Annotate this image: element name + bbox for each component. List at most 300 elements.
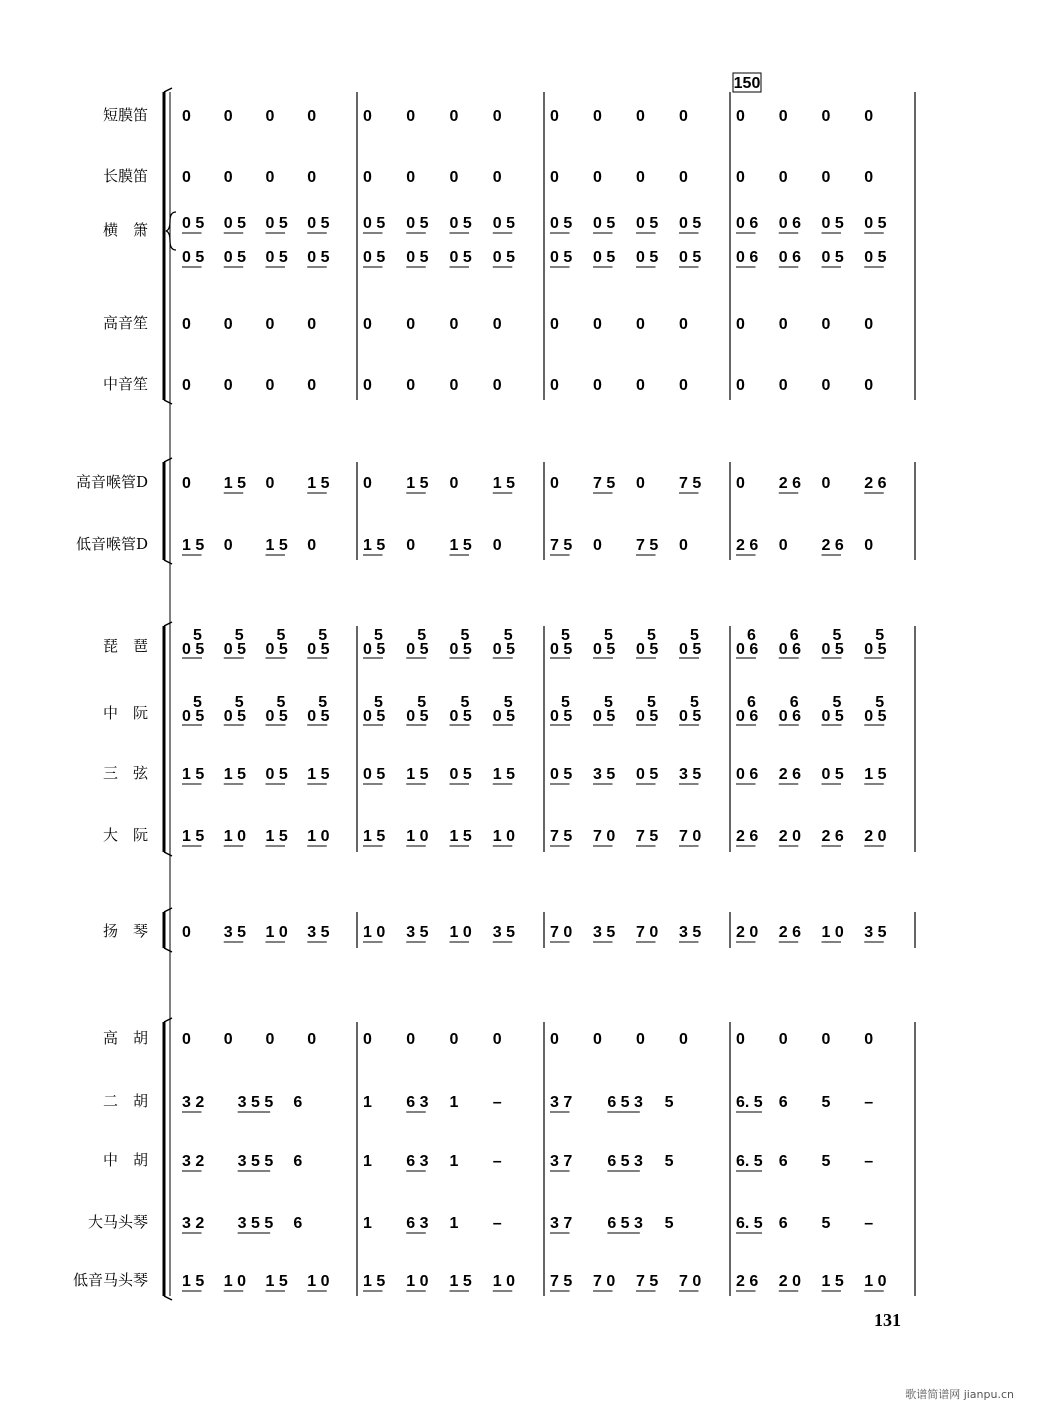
lower-voice-beat: 0 5 [492, 249, 515, 266]
part-label: 琵 琶 [102, 637, 148, 655]
voice-beat: 7 5 [679, 475, 702, 492]
chord-top-note: 5 [417, 627, 427, 644]
chord-top-note: 5 [374, 627, 383, 644]
voice-beat: 2 6 [778, 475, 801, 492]
voice-beat: 0 [864, 1031, 874, 1048]
voice-beat: 1 5 [182, 1273, 205, 1290]
voice-beat: 3 5 [492, 924, 515, 941]
voice-beat: 0 5 [593, 708, 616, 725]
voice-beat: 0 [307, 1031, 317, 1048]
voice-beat: 3 5 [307, 924, 330, 941]
voice-beat: 0 5 [363, 766, 386, 783]
voice-beat: 1 0 [223, 1273, 246, 1290]
voice-beat: 1 [363, 1094, 372, 1111]
voice-beat: 7 0 [679, 1273, 702, 1290]
voice-beat: 0 6 [736, 766, 759, 783]
voice-beat: 0 [265, 377, 275, 394]
voice-beat: 0 [736, 1031, 745, 1048]
part-label: 大 阮 [102, 826, 148, 844]
voice-beat: 0 [679, 169, 688, 186]
voice-beat: 5 [664, 1215, 674, 1232]
part-label: 高音喉管D [75, 473, 148, 491]
voice-beat: 0 [550, 377, 559, 394]
upper-voice-beat: 0 5 [679, 215, 702, 232]
upper-voice-beat: 0 6 [736, 215, 759, 232]
voice-beat: 0 5 [449, 641, 472, 658]
voice-beat: 0 [636, 475, 645, 492]
lower-voice-beat: 0 5 [182, 249, 205, 266]
voice-beat: 0 5 [550, 766, 573, 783]
chord-top-note: 5 [234, 694, 244, 711]
voice-beat: 3 5 5 [237, 1153, 274, 1170]
part-label: 长膜笛 [102, 167, 148, 185]
voice-beat: 2 6 [736, 828, 759, 845]
voice-beat: 0 6 [736, 708, 759, 725]
voice-beat: 5 [664, 1094, 674, 1111]
voice-beat: 0 [864, 169, 874, 186]
voice-beat: 0 [182, 377, 191, 394]
voice-beat: 0 5 [821, 641, 844, 658]
voice-beat: 0 [307, 377, 317, 394]
voice-beat: 3 2 [182, 1153, 205, 1170]
voice-beat: 7 0 [593, 828, 616, 845]
voice-beat: 0 [223, 377, 233, 394]
voice-beat: 1 [449, 1153, 459, 1170]
voice-beat: 1 0 [449, 924, 472, 941]
voice-beat: 7 0 [636, 924, 659, 941]
part-label: 中音笙 [102, 375, 148, 393]
voice-beat: 0 [223, 537, 233, 554]
voice-beat: 2 0 [778, 828, 801, 845]
voice-beat: 3 2 [182, 1215, 205, 1232]
voice-beat: 0 [679, 377, 688, 394]
voice-beat: 0 [363, 475, 372, 492]
voice-beat: 0 [182, 108, 191, 125]
voice-beat: 0 [223, 108, 233, 125]
lower-voice-beat: 0 6 [778, 249, 801, 266]
voice-beat: 3 7 [550, 1153, 573, 1170]
voice-beat: 0 5 [406, 641, 429, 658]
voice-beat: – [492, 1215, 502, 1232]
lower-voice-beat: 0 5 [593, 249, 616, 266]
voice-beat: 0 [307, 316, 317, 333]
voice-beat: 0 [550, 316, 559, 333]
voice-beat: 7 5 [636, 828, 659, 845]
voice-beat: 0 5 [864, 708, 887, 725]
lower-voice-beat: 0 5 [406, 249, 429, 266]
voice-beat: 0 [864, 377, 874, 394]
voice-beat: 1 5 [406, 475, 429, 492]
voice-beat: 3 5 [223, 924, 246, 941]
part-label: 短膜笛 [102, 106, 148, 124]
part-label: 扬 琴 [102, 922, 148, 940]
chord-top-note: 5 [561, 627, 570, 644]
voice-beat: 0 [449, 108, 459, 125]
voice-beat: 0 [593, 1031, 602, 1048]
voice-beat: 1 0 [363, 924, 386, 941]
voice-beat: 7 5 [550, 537, 573, 554]
voice-beat: 1 [449, 1215, 459, 1232]
voice-beat: 6 [293, 1094, 303, 1111]
voice-beat: 0 [363, 1031, 372, 1048]
voice-beat: 0 [265, 169, 275, 186]
voice-beat: 0 [449, 169, 459, 186]
bracket-bottom-hook [164, 400, 172, 404]
chord-top-note: 5 [318, 694, 328, 711]
voice-beat: 0 [307, 537, 317, 554]
voice-beat: 1 [363, 1153, 372, 1170]
voice-beat: 0 [363, 377, 372, 394]
voice-beat: 1 0 [307, 1273, 330, 1290]
voice-beat: 0 5 [636, 766, 659, 783]
chord-top-note: 5 [374, 694, 383, 711]
voice-beat: 3 5 5 [237, 1215, 274, 1232]
voice-beat: 0 [307, 169, 317, 186]
voice-beat: 3 7 [550, 1094, 573, 1111]
voice-beat: – [864, 1153, 874, 1170]
voice-beat: 7 5 [550, 828, 573, 845]
voice-beat: 0 [778, 169, 788, 186]
voice-beat: 5 [664, 1153, 674, 1170]
bracket-bottom-hook [164, 852, 172, 856]
voice-beat: 1 0 [265, 924, 288, 941]
voice-beat: 0 [182, 475, 191, 492]
voice-beat: 0 [550, 475, 559, 492]
upper-voice-beat: 0 6 [778, 215, 801, 232]
voice-beat: 0 [265, 475, 275, 492]
voice-beat: 0 5 [636, 641, 659, 658]
voice-beat: 0 [406, 1031, 416, 1048]
voice-beat: 1 5 [182, 766, 205, 783]
voice-beat: 0 [406, 169, 416, 186]
voice-beat: 0 [593, 316, 602, 333]
chord-top-note: 5 [647, 627, 656, 644]
voice-beat: 0 [636, 169, 645, 186]
chord-top-note: 5 [234, 627, 244, 644]
chord-top-note: 5 [647, 694, 656, 711]
voice-beat: 0 [265, 316, 275, 333]
voice-beat: 0 [363, 169, 372, 186]
upper-voice-beat: 0 5 [307, 215, 330, 232]
voice-beat: 1 5 [265, 537, 288, 554]
lower-voice-beat: 0 5 [550, 249, 573, 266]
voice-beat: 0 [406, 108, 416, 125]
lower-voice-beat: 0 5 [636, 249, 659, 266]
lower-voice-beat: 0 5 [265, 249, 288, 266]
voice-beat: 1 0 [821, 924, 844, 941]
voice-beat: 0 [550, 169, 559, 186]
voice-beat: 3 5 [679, 766, 702, 783]
voice-beat: 0 [778, 537, 788, 554]
voice-beat: 0 6 [778, 708, 801, 725]
chord-top-note: 5 [832, 694, 842, 711]
voice-beat: 7 5 [550, 1273, 573, 1290]
chord-top-note: 5 [193, 627, 202, 644]
voice-beat: 0 [492, 169, 502, 186]
voice-beat: 0 5 [363, 641, 386, 658]
voice-beat: 0 5 [265, 708, 288, 725]
voice-beat: 1 5 [821, 1273, 844, 1290]
voice-beat: 0 [449, 377, 459, 394]
voice-beat: 6 3 [406, 1215, 429, 1232]
bracket-bottom-hook [164, 1296, 172, 1300]
voice-beat: 1 5 [492, 766, 515, 783]
voice-beat: 0 5 [449, 708, 472, 725]
voice-beat: 0 5 [636, 708, 659, 725]
voice-beat: 0 [679, 108, 688, 125]
voice-beat: 1 5 [449, 828, 472, 845]
voice-beat: 0 6 [778, 641, 801, 658]
voice-beat: 1 [449, 1094, 459, 1111]
upper-voice-beat: 0 5 [492, 215, 515, 232]
bracket-bottom-hook [164, 560, 172, 564]
voice-beat: 6 5 3 [607, 1215, 643, 1232]
voice-beat: 1 5 [265, 828, 288, 845]
part-label: 低音马头琴 [72, 1271, 148, 1289]
voice-beat: 0 [778, 316, 788, 333]
voice-beat: 5 [821, 1215, 831, 1232]
voice-beat: 0 [223, 316, 233, 333]
voice-beat: 2 6 [736, 1273, 759, 1290]
voice-beat: 0 [593, 537, 602, 554]
voice-beat: 0 [449, 1031, 459, 1048]
voice-beat: 1 0 [406, 1273, 429, 1290]
voice-beat: 0 [778, 1031, 788, 1048]
voice-beat: 5 [821, 1153, 831, 1170]
voice-beat: 6 3 [406, 1153, 429, 1170]
voice-beat: 6 3 [406, 1094, 429, 1111]
voice-beat: 0 [821, 316, 831, 333]
voice-beat: 2 0 [778, 1273, 801, 1290]
voice-beat: 1 5 [492, 475, 515, 492]
voice-beat: 0 [736, 169, 745, 186]
upper-voice-beat: 0 5 [550, 215, 573, 232]
voice-beat: 1 5 [449, 537, 472, 554]
voice-beat: 2 6 [778, 924, 801, 941]
voice-beat: 0 [593, 108, 602, 125]
voice-beat: 0 5 [223, 641, 246, 658]
voice-beat: 0 [550, 1031, 559, 1048]
voice-beat: 0 5 [550, 708, 573, 725]
chord-top-note: 5 [276, 627, 286, 644]
voice-beat: 0 [864, 108, 874, 125]
voice-beat: 0 [492, 377, 502, 394]
voice-beat: 3 2 [182, 1094, 205, 1111]
bracket-top-hook [164, 908, 172, 912]
voice-beat: 0 6 [736, 641, 759, 658]
voice-beat: 0 [223, 1031, 233, 1048]
voice-beat: 0 5 [593, 641, 616, 658]
upper-voice-beat: 0 5 [182, 215, 205, 232]
chord-top-note: 5 [503, 627, 513, 644]
voice-beat: 0 5 [679, 708, 702, 725]
voice-beat: 3 5 [593, 924, 616, 941]
voice-beat: 0 [736, 377, 745, 394]
voice-beat: 2 6 [864, 475, 887, 492]
upper-voice-beat: 0 5 [363, 215, 386, 232]
lower-voice-beat: 0 5 [223, 249, 246, 266]
upper-voice-beat: 0 5 [406, 215, 429, 232]
voice-beat: 0 [550, 108, 559, 125]
voice-beat: 1 5 [265, 1273, 288, 1290]
chord-top-note: 5 [417, 694, 427, 711]
lower-voice-beat: 0 5 [864, 249, 887, 266]
rehearsal-mark: 150 [733, 75, 761, 92]
voice-beat: 6 [293, 1153, 303, 1170]
voice-beat: 0 5 [182, 708, 205, 725]
chord-top-note: 5 [832, 627, 842, 644]
voice-beat: 0 [449, 475, 459, 492]
part-label: 二 胡 [102, 1092, 148, 1110]
voice-beat: 1 0 [864, 1273, 887, 1290]
chord-top-note: 5 [604, 627, 613, 644]
voice-beat: 6 [778, 1153, 788, 1170]
voice-beat: 0 [182, 924, 191, 941]
voice-beat: 0 [821, 475, 831, 492]
voice-beat: 6. 5 [736, 1094, 763, 1111]
voice-beat: 7 0 [550, 924, 573, 941]
voice-beat: 1 0 [492, 1273, 515, 1290]
voice-beat: 0 [406, 316, 416, 333]
voice-beat: 7 0 [679, 828, 702, 845]
voice-beat: 1 5 [182, 537, 205, 554]
voice-beat: – [492, 1094, 502, 1111]
voice-beat: – [864, 1215, 874, 1232]
chord-top-note: 5 [193, 694, 202, 711]
chord-top-note: 6 [747, 627, 756, 644]
voice-beat: 0 5 [821, 766, 844, 783]
voice-beat: 7 5 [636, 1273, 659, 1290]
voice-beat: 0 [821, 1031, 831, 1048]
voice-beat: 0 [492, 1031, 502, 1048]
voice-beat: 0 5 [821, 708, 844, 725]
voice-beat: 1 0 [307, 828, 330, 845]
chord-top-note: 5 [561, 694, 570, 711]
hengxiao-brace [166, 212, 176, 250]
voice-beat: 0 [492, 108, 502, 125]
bracket-bottom-hook [164, 948, 172, 952]
voice-beat: 0 5 [406, 708, 429, 725]
voice-beat: 0 [821, 108, 831, 125]
bracket-top-hook [164, 1018, 172, 1022]
voice-beat: 0 [492, 316, 502, 333]
voice-beat: 0 [821, 169, 831, 186]
upper-voice-beat: 0 5 [449, 215, 472, 232]
voice-beat: 0 5 [492, 641, 515, 658]
voice-beat: 6 [778, 1094, 788, 1111]
voice-beat: 0 [864, 316, 874, 333]
voice-beat: 1 5 [363, 828, 386, 845]
voice-beat: 1 5 [363, 1273, 386, 1290]
voice-beat: 2 0 [736, 924, 759, 941]
upper-voice-beat: 0 5 [636, 215, 659, 232]
voice-beat: 0 [821, 377, 831, 394]
voice-beat: 2 6 [736, 537, 759, 554]
voice-beat: 3 5 [406, 924, 429, 941]
voice-beat: 0 [406, 377, 416, 394]
upper-voice-beat: 0 5 [223, 215, 246, 232]
voice-beat: 3 5 [593, 766, 616, 783]
voice-beat: 0 [593, 169, 602, 186]
voice-beat: 0 [307, 108, 317, 125]
voice-beat: 1 5 [182, 828, 205, 845]
voice-beat: 0 5 [492, 708, 515, 725]
lower-voice-beat: 0 5 [821, 249, 844, 266]
voice-beat: 0 [636, 108, 645, 125]
voice-beat: 0 [636, 316, 645, 333]
voice-beat: 0 5 [363, 708, 386, 725]
lower-voice-beat: 0 6 [736, 249, 759, 266]
voice-beat: – [864, 1094, 874, 1111]
voice-beat: 3 5 [864, 924, 887, 941]
voice-beat: 1 5 [307, 475, 330, 492]
voice-beat: 0 5 [307, 708, 330, 725]
chord-top-note: 5 [460, 627, 470, 644]
voice-beat: 7 5 [636, 537, 659, 554]
bracket-top-hook [164, 458, 172, 462]
part-label: 三 弦 [102, 764, 148, 782]
voice-beat: 1 0 [406, 828, 429, 845]
voice-beat: 0 [593, 377, 602, 394]
part-label: 大马头琴 [87, 1213, 148, 1231]
upper-voice-beat: 0 5 [821, 215, 844, 232]
voice-beat: – [492, 1153, 502, 1170]
part-label: 中 阮 [102, 704, 148, 722]
voice-beat: 0 [778, 108, 788, 125]
voice-beat: 1 5 [406, 766, 429, 783]
watermark: 歌谱简谱网 jianpu.cn [905, 1388, 1014, 1401]
voice-beat: 0 5 [307, 641, 330, 658]
voice-beat: 6 5 3 [607, 1094, 643, 1111]
chord-top-note: 5 [604, 694, 613, 711]
bracket-top-hook [164, 88, 172, 92]
upper-voice-beat: 0 5 [265, 215, 288, 232]
lower-voice-beat: 0 5 [363, 249, 386, 266]
voice-beat: 0 5 [550, 641, 573, 658]
chord-top-note: 5 [875, 627, 885, 644]
voice-beat: 6. 5 [736, 1215, 763, 1232]
chord-top-note: 6 [789, 627, 799, 644]
voice-beat: 0 [182, 316, 191, 333]
voice-beat: 1 0 [492, 828, 515, 845]
part-label: 横 箫 [102, 221, 148, 239]
lower-voice-beat: 0 5 [307, 249, 330, 266]
voice-beat: 1 [363, 1215, 372, 1232]
part-label: 中 胡 [102, 1151, 148, 1169]
voice-beat: 6 [778, 1215, 788, 1232]
voice-beat: 0 5 [864, 641, 887, 658]
voice-beat: 0 [636, 377, 645, 394]
voice-beat: 0 [679, 537, 688, 554]
voice-beat: 0 [679, 316, 688, 333]
upper-voice-beat: 0 5 [593, 215, 616, 232]
voice-beat: 3 7 [550, 1215, 573, 1232]
voice-beat: 7 0 [593, 1273, 616, 1290]
chord-top-note: 5 [690, 627, 699, 644]
voice-beat: 1 0 [223, 828, 246, 845]
voice-beat: 0 [182, 1031, 191, 1048]
voice-beat: 0 [265, 1031, 275, 1048]
chord-top-note: 6 [789, 694, 799, 711]
part-label: 高音笙 [102, 314, 148, 332]
lower-voice-beat: 0 5 [449, 249, 472, 266]
chord-top-note: 5 [276, 694, 286, 711]
voice-beat: 0 [736, 108, 745, 125]
voice-beat: 1 5 [223, 766, 246, 783]
voice-beat: 6. 5 [736, 1153, 763, 1170]
voice-beat: 0 [182, 169, 191, 186]
voice-beat: 7 5 [593, 475, 616, 492]
